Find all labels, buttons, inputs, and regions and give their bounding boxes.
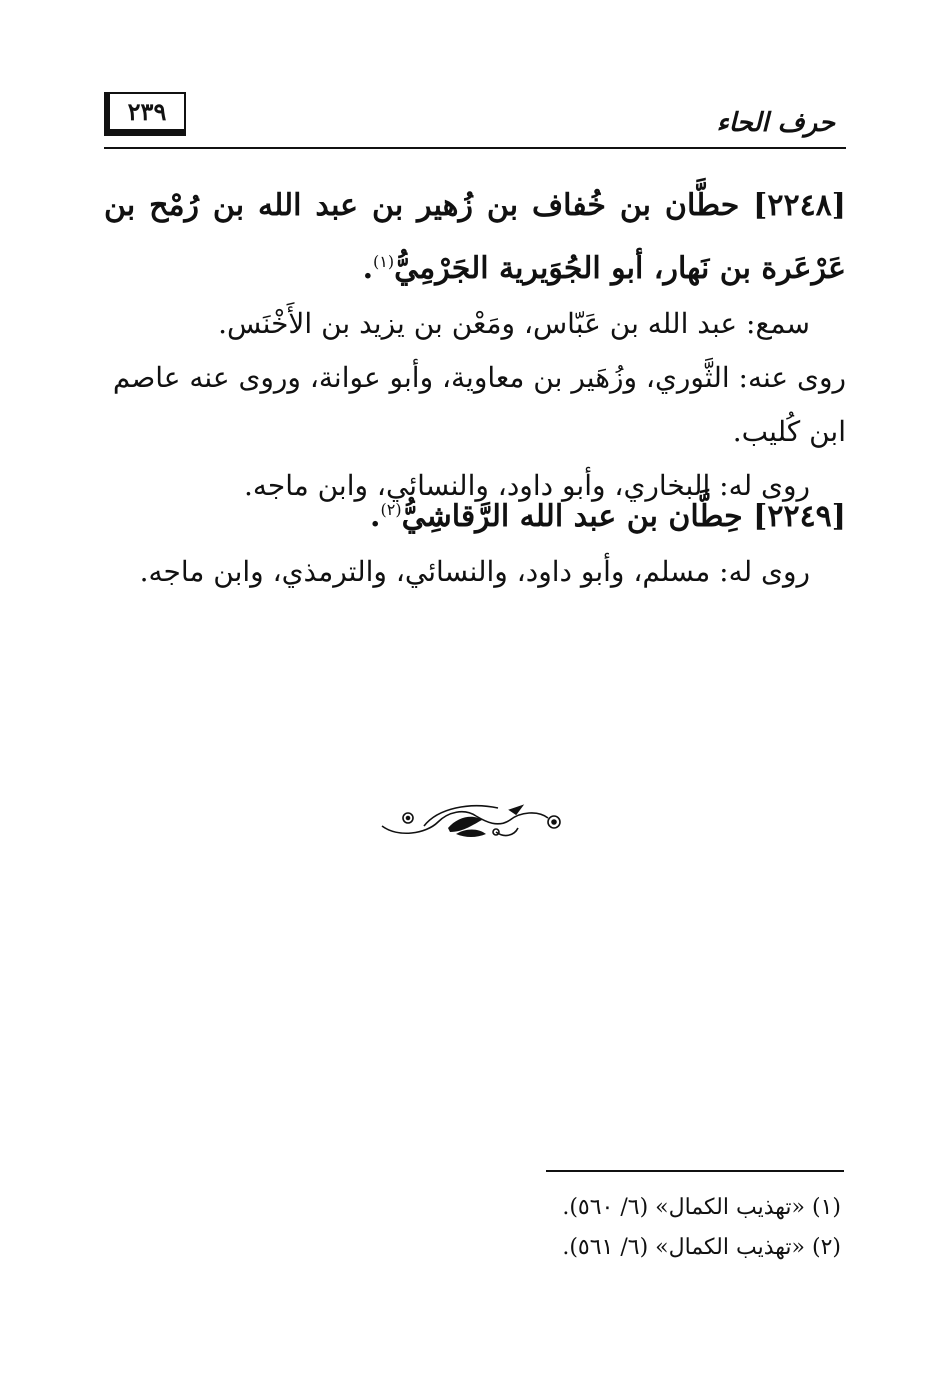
header-rule [104,147,846,149]
footnotes [421,1188,841,1268]
page-number-text: ٢٣٩ [127,97,167,126]
footnote-rule [546,1170,844,1172]
entry-line: روى له: البخاري، وأبو داود، والنسائي، وابن ماجه. [243,469,810,502]
entry-2248 [104,178,846,513]
footnote-item: (٢) «تهذيب الكمال» (٦/ ٥٦١). [562,1235,841,1260]
page-number [104,92,186,136]
entry-heading-end: . [362,251,374,286]
entry-heading-text: [٢٢٤٨] حطَّان بن خُفاف بن زُهير بن عبد الله بن رُمْح بن عَرْعَرة بن نَهار، أبو الجُوَيرية الجَرْمِيُّ [104,188,846,286]
footnote-ref: (١) [373,252,395,271]
entry-line: روى عنه: الثَّوري، وزُهَير بن معاوية، وأبو عوانة، وروى عنه عاصم ابن كُليب. [112,361,846,448]
entry-heading [104,178,846,297]
entry-line: سمع: عبد الله بن عَبّاس، ومَعْن بن يزيد بن الأَخْنَس. [218,307,810,340]
floral-divider-ornament-icon [378,798,568,846]
running-header-title: حرف الحاء [716,108,835,138]
entry-heading-text: [٢٢٤٩] حِطَّان بن عبد الله الرَّقاشِيُّ [401,499,846,534]
entry-heading [104,482,846,545]
footnote-item: (١) «تهذيب الكمال» (٦/ ٥٦٠). [562,1195,841,1220]
footnote-ref: (٢) [380,500,402,519]
entry-heading-end: . [370,499,381,534]
entry-line: روى له: مسلم، وأبو داود، والنسائي، والترمذي، وابن ماجه. [139,555,810,588]
entry-2249 [104,482,846,599]
